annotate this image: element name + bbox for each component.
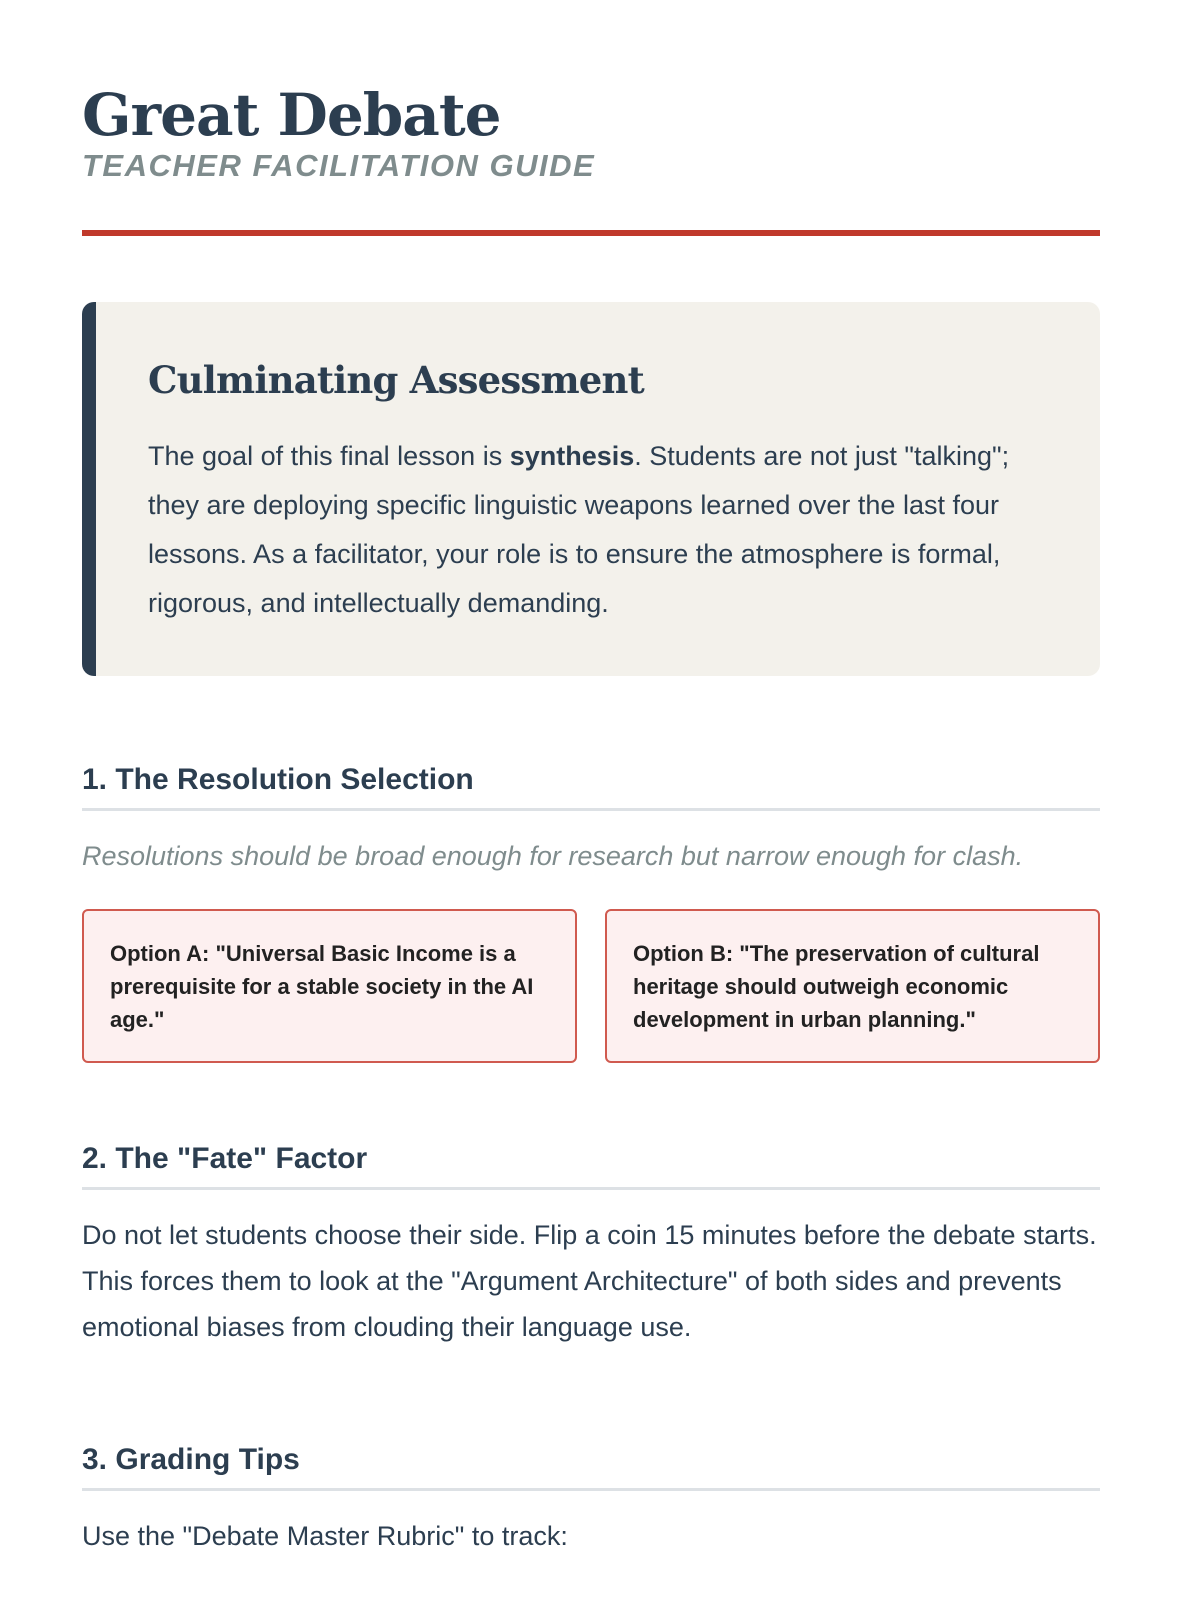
- section-lead: Resolutions should be broad enough for research but narrow enough for clash.: [82, 841, 1024, 871]
- section-heading: 3. Grading Tips: [82, 1440, 1100, 1491]
- section-grading-tips: [82, 1440, 1100, 1559]
- resolution-option-a: Option A: "Universal Basic Income is a prerequisite for a stable society in the AI age.": [82, 909, 577, 1063]
- resolution-options: [82, 909, 1100, 1063]
- resolution-option-b: Option B: "The preservation of cultural heritage should outweigh economic development in urban planning.": [605, 909, 1100, 1063]
- section-heading: 1. The Resolution Selection: [82, 760, 1100, 811]
- document-subtitle: TEACHER FACILITATION GUIDE: [82, 148, 596, 183]
- culminating-assessment-callout: [82, 302, 1100, 676]
- section-text: Use the "Debate Master Rubric" to track:: [82, 1521, 568, 1551]
- section-resolution-selection: [82, 760, 1100, 1063]
- callout-text-intro: The goal of this final lesson is: [148, 441, 510, 471]
- callout-text-emphasis: synthesis: [509, 441, 635, 471]
- section-text: Do not let students choose their side. Flip a coin 15 minutes before the debate starts. This forces them to look at the "Argument Architecture" of both sides and prevents emotional biases from clouding their language use.: [82, 1220, 1097, 1342]
- document-header: [82, 82, 1100, 236]
- callout-text: [148, 432, 1040, 628]
- callout-title: Culminating Assessment: [148, 358, 644, 402]
- document-title: Great Debate: [82, 81, 501, 149]
- title-divider: [82, 230, 1100, 236]
- section-heading: 2. The "Fate" Factor: [82, 1139, 1100, 1190]
- callout-text-body: . Students are not just "talking"; they are deploying specific linguistic weapons learned over the last four lessons. As a facilitator, your role is to ensure the atmosphere is formal, rigorous, and intellectually demanding.: [148, 441, 1010, 618]
- section-fate-factor: [82, 1139, 1100, 1350]
